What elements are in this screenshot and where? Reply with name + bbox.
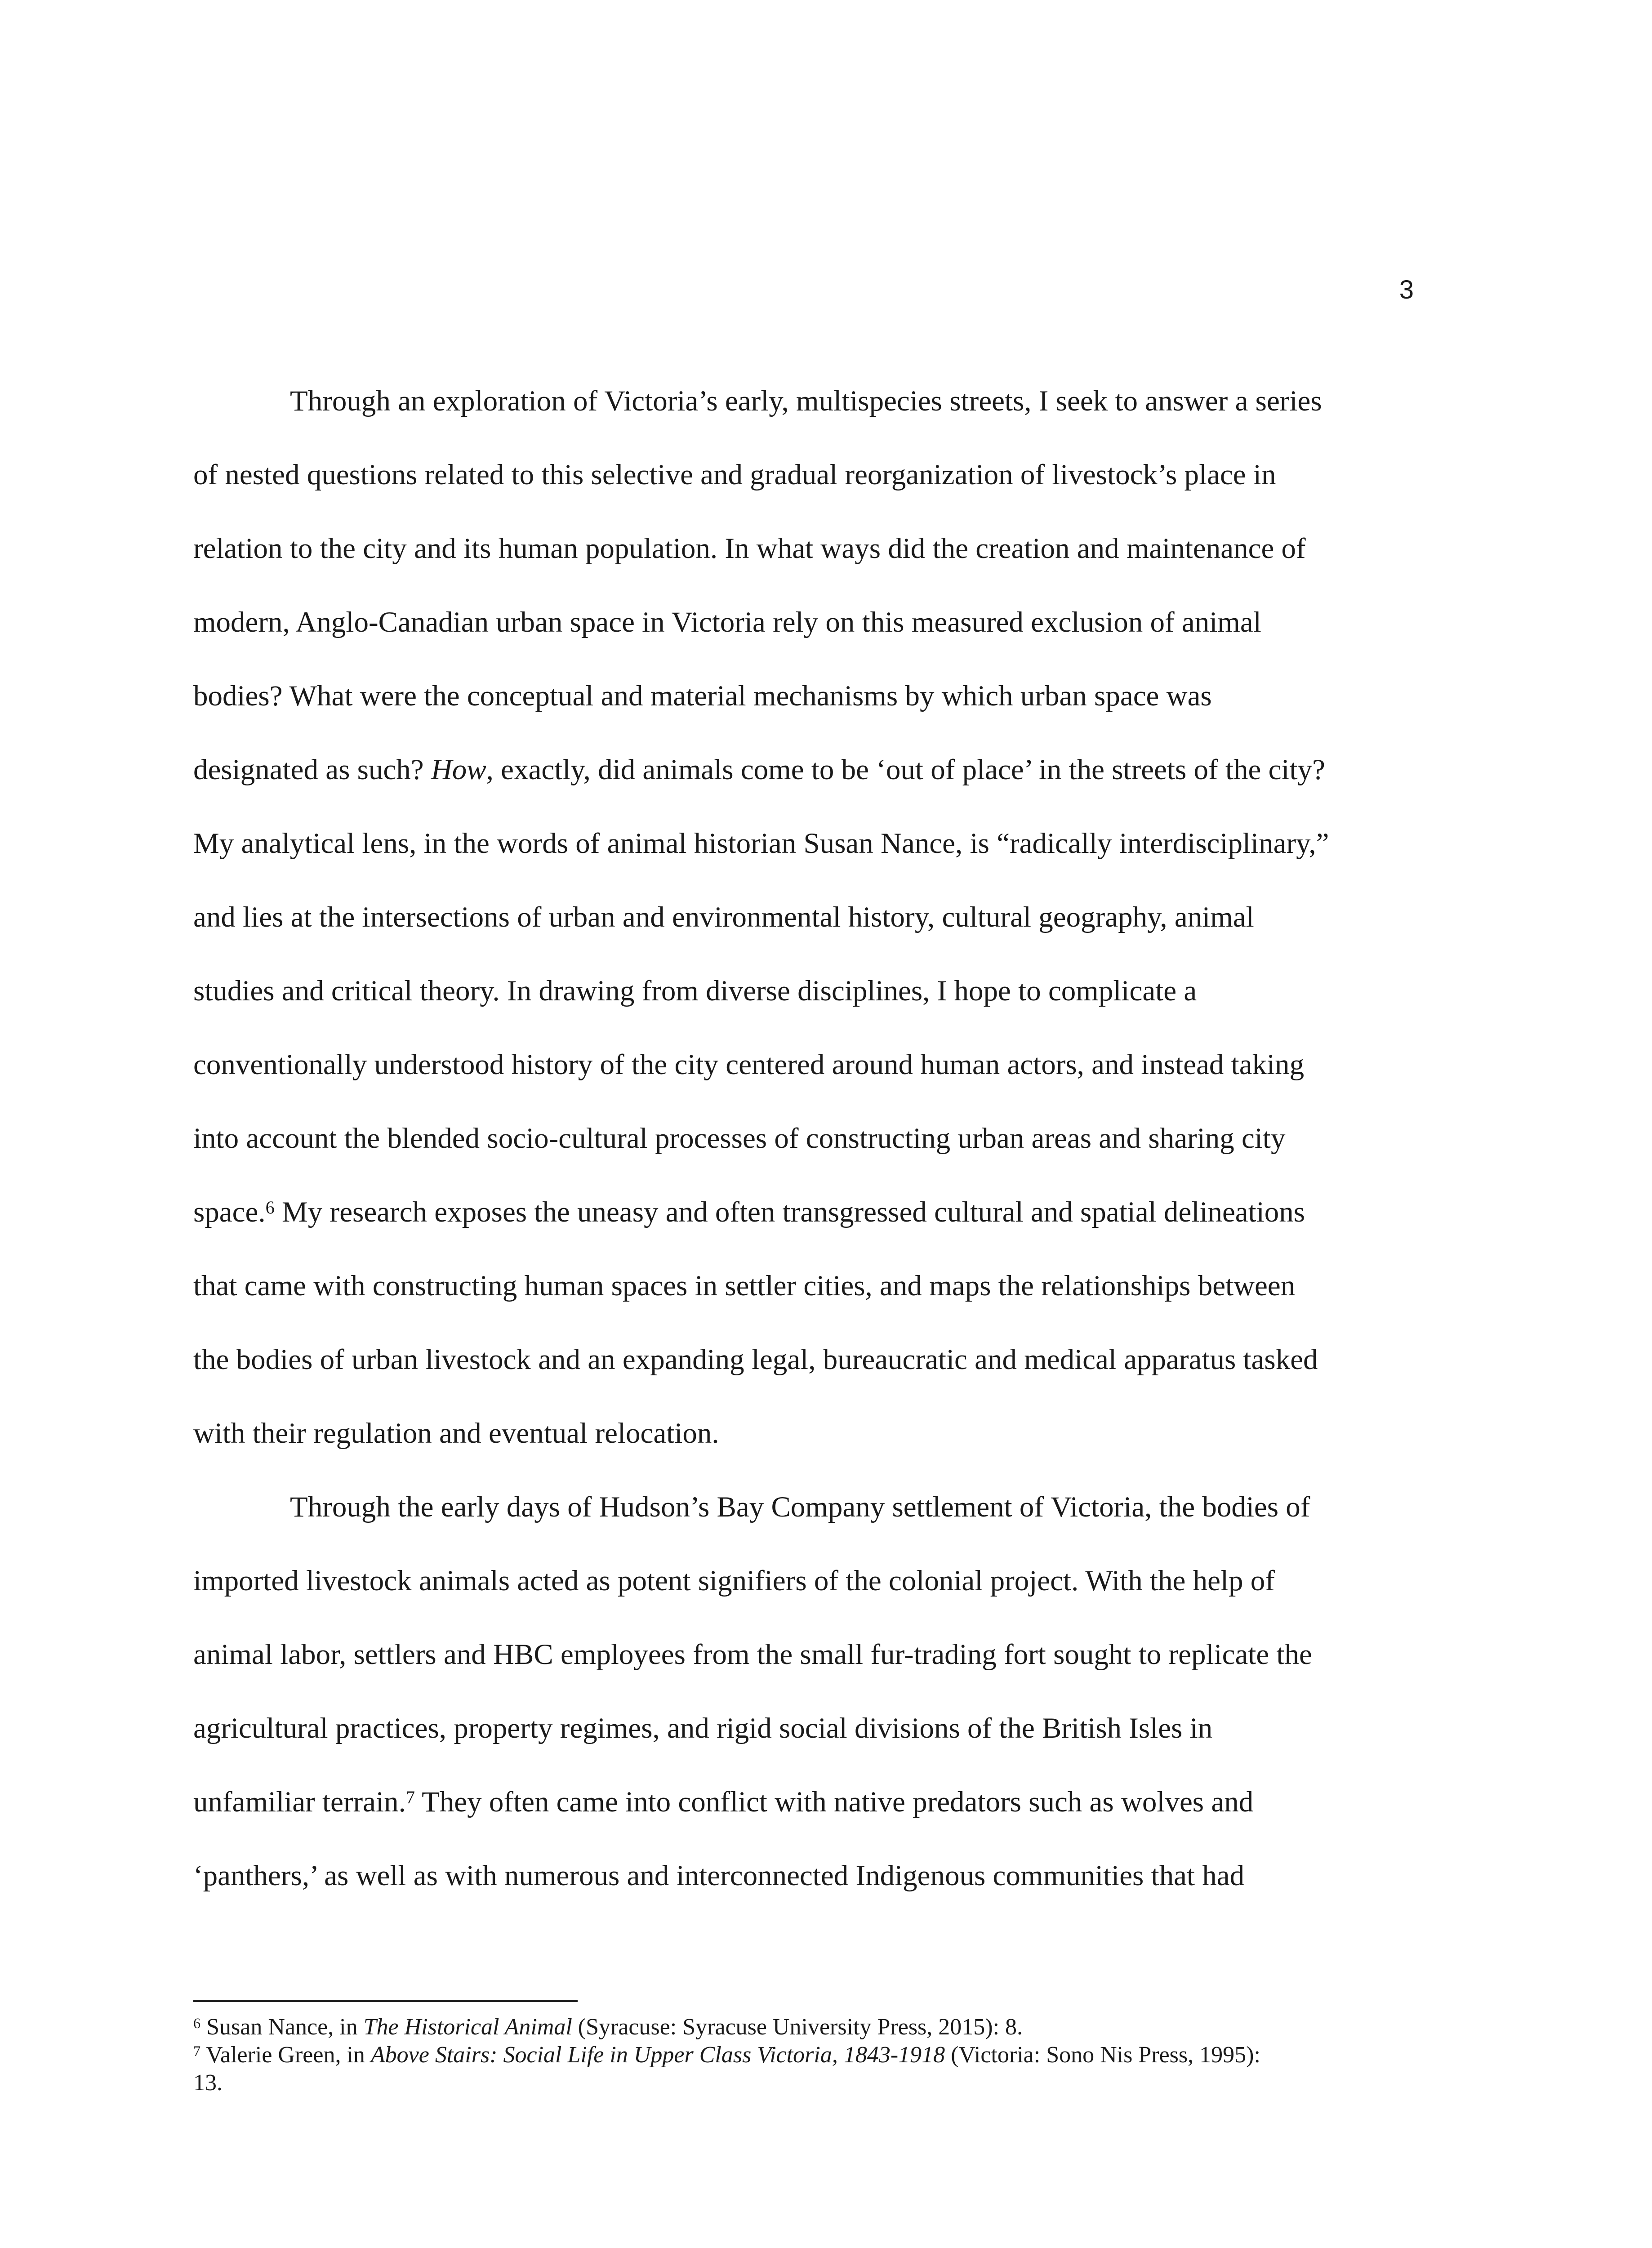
text-line: [193, 733, 1443, 807]
text-line: of nested questions related to this selective and gradual reorganization of livestock’s place in: [193, 459, 1276, 491]
citation-title: The Historical Animal: [363, 2014, 572, 2040]
text-line: into account the blended socio-cultural processes of constructing urban areas and sharing city: [193, 1122, 1286, 1155]
text-line: modern, Anglo-Canadian urban space in Victoria rely on this measured exclusion of animal: [193, 606, 1261, 638]
footnote-6: [193, 2013, 1452, 2041]
text-line: [193, 1175, 1443, 1249]
text-line: Through the early days of Hudson’s Bay Company settlement of Victoria, the bodies of: [290, 1491, 1310, 1523]
text-line: with their regulation and eventual relocation.: [193, 1417, 719, 1450]
text-segment: unfamiliar terrain.: [193, 1786, 406, 1818]
text-line: and lies at the intersections of urban and environmental history, cultural geography, animal: [193, 901, 1254, 933]
footnote-line: [193, 2013, 1452, 2041]
text-line: bodies? What were the conceptual and material mechanisms by which urban space was: [193, 680, 1212, 712]
text-line: animal labor, settlers and HBC employees from the small fur-trading fort sought to replicate the: [193, 1638, 1312, 1671]
text-segment: Susan Nance, in: [200, 2014, 364, 2040]
text-segment: (Victoria: Sono Nis Press, 1995):: [945, 2042, 1260, 2068]
footnote-marker: 7: [193, 2043, 201, 2059]
text-line: [193, 1765, 1443, 1839]
text-line: relation to the city and its human population. In what ways did the creation and maintenance of: [193, 532, 1306, 565]
text-segment: My research exposes the uneasy and often transgressed cultural and spatial delineations: [274, 1196, 1305, 1228]
text-segment: They often came into conflict with native predators such as wolves and: [415, 1786, 1254, 1818]
footnote-ref-7[interactable]: 7: [405, 1787, 415, 1807]
paragraph-2: [193, 1470, 1443, 1913]
footnote-line: [193, 2041, 1452, 2069]
footnotes: [193, 2013, 1452, 2097]
footnote-line: 13.: [193, 2070, 223, 2096]
text-line: imported livestock animals acted as potent signifiers of the colonial project. With the help of: [193, 1565, 1275, 1597]
text-segment: (Syracuse: Syracuse University Press, 2015): 8.: [572, 2014, 1023, 2040]
page-number: 3: [1399, 275, 1414, 304]
text-line: studies and critical theory. In drawing from diverse disciplines, I hope to complicate a: [193, 975, 1197, 1007]
text-segment: space.: [193, 1196, 266, 1228]
footnote-marker: 6: [193, 2015, 201, 2031]
text-line: agricultural practices, property regimes, and rigid social divisions of the British Isles in: [193, 1712, 1213, 1744]
emphasis-text: How: [431, 754, 486, 786]
text-line: Through an exploration of Victoria’s early, multispecies streets, I seek to answer a series: [290, 385, 1322, 417]
text-line: the bodies of urban livestock and an expanding legal, bureaucratic and medical apparatus tasked: [193, 1343, 1318, 1376]
text-segment: , exactly, did animals come to be ‘out of place’ in the streets of the city?: [486, 754, 1325, 786]
footnote-ref-6[interactable]: 6: [265, 1197, 275, 1218]
paragraph-1: [193, 364, 1443, 1470]
text-line: that came with constructing human spaces in settler cities, and maps the relationships between: [193, 1270, 1296, 1302]
text-segment: designated as such?: [193, 754, 431, 786]
text-segment: Valerie Green, in: [200, 2042, 371, 2068]
body-text: [193, 364, 1443, 1913]
citation-title: Above Stairs: Social Life in Upper Class Victoria, 1843-1918: [370, 2042, 945, 2068]
text-line: My analytical lens, in the words of animal historian Susan Nance, is “radically interdisciplinary,”: [193, 827, 1329, 860]
text-line: ‘panthers,’ as well as with numerous and interconnected Indigenous communities that had: [193, 1860, 1245, 1892]
text-line: conventionally understood history of the city centered around human actors, and instead taking: [193, 1048, 1305, 1081]
footnote-7: [193, 2041, 1452, 2097]
footnote-separator: [193, 2000, 578, 2002]
